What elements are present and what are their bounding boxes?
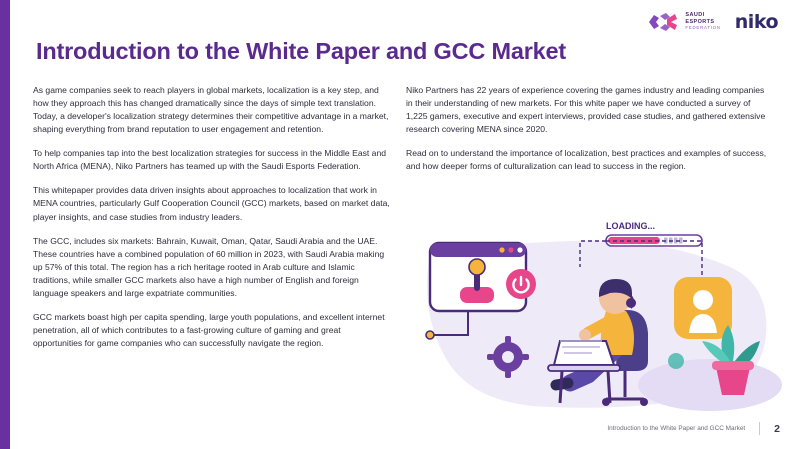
paragraph: To help companies tap into the best localization strategies for success in the Middle East and North Africa (MENA), Niko Partners has teamed up with the Saudi Esports Federation. <box>33 148 387 172</box>
paragraph: As game companies seek to reach players in global markets, localization is a key step, and how they approach this has changed dramatically since the days of simple text translation. Today, a developer's localization strategy determines their competitive advantage in a market, shaping everything from brand reputation to user engagement and retention. <box>33 85 389 135</box>
page-number: 2 <box>774 422 780 435</box>
saudi-esports-logo <box>646 10 720 34</box>
saudi-esports-mark-icon <box>646 10 680 34</box>
paragraph: The GCC, includes six markets: Bahrain, Kuwait, Oman, Qatar, Saudi Arabia and the UAE. These countries have a combined population of 60 million in 2023, with Saudi Arabia making up 57% of this total. The region has a rich heritage rooted in Arab culture and Islamic traditions, while smaller GCC markets also have a high number of English and foreign language speakers and large expatriate communities. <box>33 235 385 298</box>
left-text-column <box>33 84 391 361</box>
gamer-illustration <box>410 215 782 415</box>
right-text-column <box>406 84 768 184</box>
svg-text:LOADING...: LOADING... <box>606 221 655 231</box>
paragraph: GCC markets boast high per capita spending, large youth populations, and excellent internet penetration, all of which contributes to a fast-growing culture of gaming and great opportunities for game companies who can successfully navigate the region. <box>33 311 385 348</box>
page-footer <box>607 422 780 435</box>
page-title: Introduction to the White Paper and GCC Market <box>36 38 567 64</box>
illustration-svg <box>410 215 782 415</box>
paragraph: This whitepaper provides data driven insights about approaches to localization that work in MENA countries, particularly Gulf Cooperation Council (GCC) markets, based on market data, player insights, and case studies from industry leaders. <box>33 185 390 222</box>
user-avatar-card <box>674 277 732 339</box>
footer-title: Introduction to the White Paper and GCC Market <box>607 425 746 432</box>
paragraph: Read on to understand the importance of localization, best practices and examples of success, and how deeper forms of culturalization can lead to success in the region. <box>406 148 767 172</box>
loading-indicator <box>606 221 702 246</box>
header-logos <box>646 10 778 34</box>
footer-divider <box>759 422 760 435</box>
paragraph: Niko Partners has 22 years of experience covering the games industry and leading companies in their understanding of new markets. For this white paper we have conducted a survey of 1,225 gamers, executive and expert interviews, provided case studies, and gathered extensive research covering MENA since 2020. <box>406 85 766 135</box>
saudi-esports-logo-text: SAUDI ESPORTS FEDERATION <box>685 11 721 31</box>
left-accent-bar <box>0 0 10 449</box>
niko-partners-logo: niko <box>734 11 778 33</box>
